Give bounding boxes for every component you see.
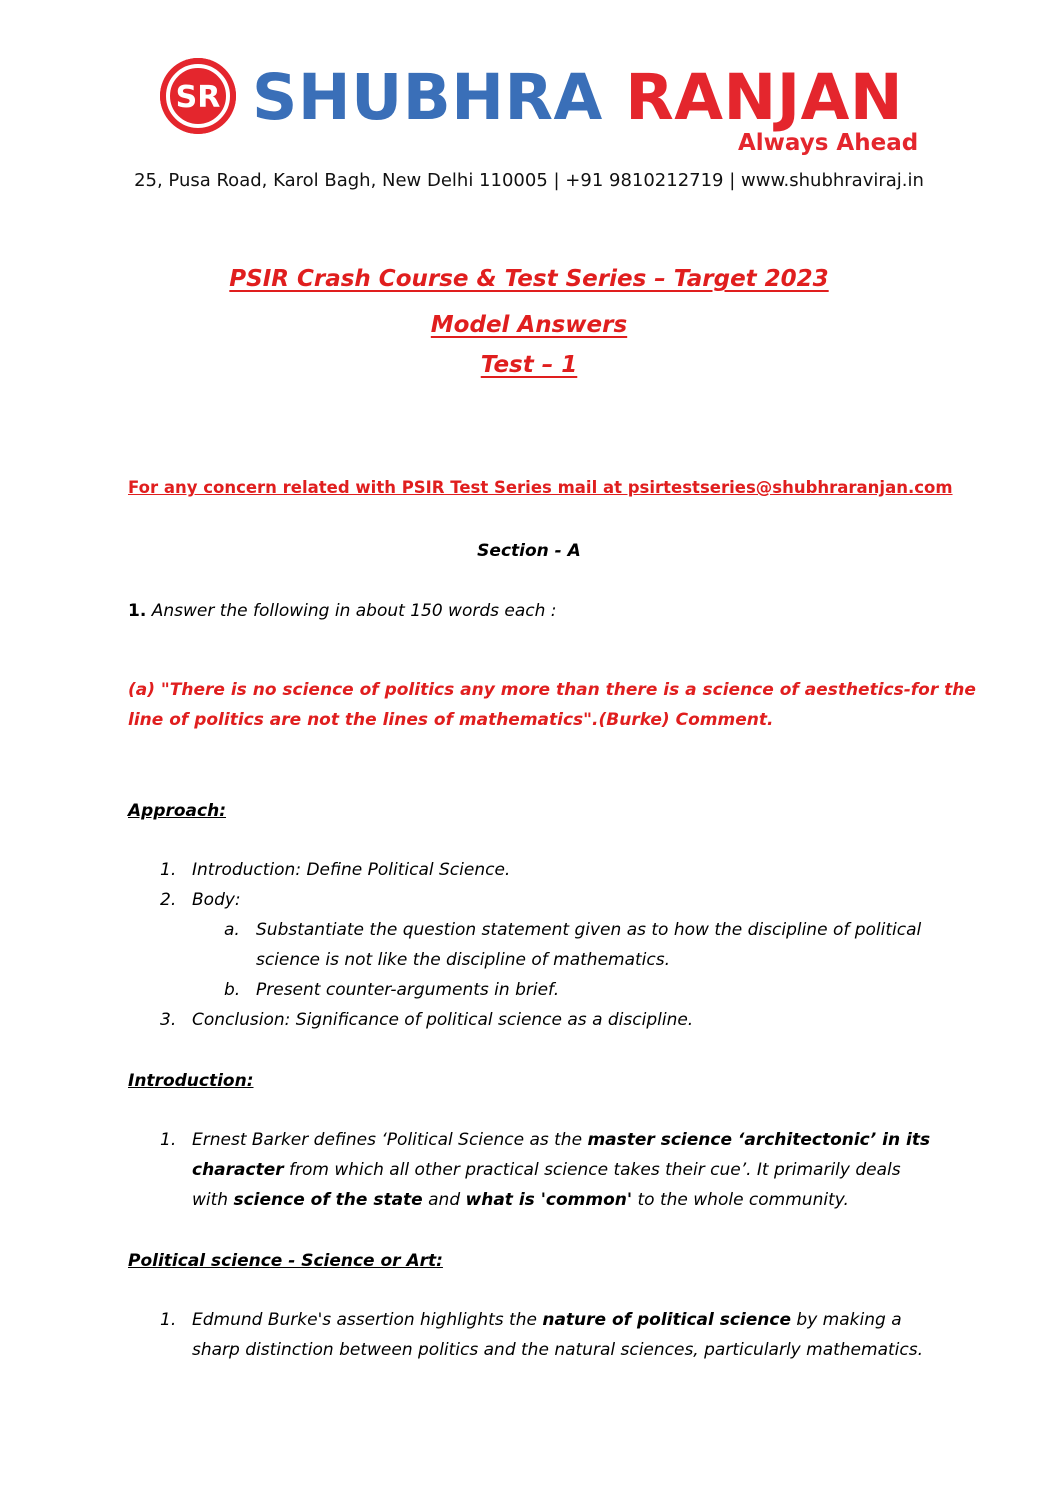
approach-subitem-text (256, 915, 921, 975)
political-science-heading: Political science - Science or Art: (128, 1251, 443, 1271)
approach-subitem-letter: b. (224, 980, 241, 1000)
approach-heading: Approach: (128, 801, 227, 821)
intro-text-part: Ernest Barker defines ‘Political Science as the (192, 1130, 588, 1150)
approach-subitem-line-2: science is not like the discipline of mathematics. (256, 950, 671, 970)
polsci-text-part: Edmund Burke's assertion highlights the (192, 1310, 543, 1330)
polsci-bold-part: nature of political science (542, 1310, 792, 1330)
political-science-item (160, 1305, 923, 1365)
approach-item (160, 885, 241, 915)
test-title: Test – 1 (480, 352, 578, 378)
introduction-item (160, 1125, 930, 1215)
question-instruction-text: Answer the following in about 150 words each : (146, 601, 557, 621)
contact-address: 25, Pusa Road, Karol Bagh, New Delhi 110005 | +91 9810212719 | www.shubhraviraj.in (134, 170, 924, 191)
approach-subitem-text: Present counter-arguments in brief. (256, 980, 560, 1000)
question-number: 1. (128, 601, 147, 621)
approach-subitem-letter: a. (224, 920, 240, 940)
approach-item (160, 855, 510, 885)
introduction-heading: Introduction: (128, 1071, 254, 1091)
approach-item-text: Introduction: Define Political Science. (192, 860, 511, 880)
intro-bold-part: character (192, 1160, 284, 1180)
polsci-text-part: by making a (791, 1310, 902, 1330)
contact-notice: For any concern related with PSIR Test Series mail at psirtestseries@shubhraranjan.com (128, 478, 953, 497)
brand-first: SHUBHRA (252, 61, 603, 134)
section-label: Section - A (477, 541, 581, 561)
brand-name (252, 58, 903, 138)
brand-second: RANJAN (625, 61, 904, 134)
approach-item (160, 1005, 693, 1035)
question-statement (128, 675, 976, 735)
brand-tagline: Always Ahead (738, 130, 919, 156)
intro-text-part: to the whole community. (632, 1190, 849, 1210)
polsci-text-part: sharp distinction between politics and the natural sciences, particularly mathematics. (192, 1340, 923, 1360)
intro-text-part: with (192, 1190, 234, 1210)
shubhra-ranjan-logo-icon (160, 58, 236, 134)
introduction-item-text (192, 1125, 930, 1215)
approach-item-number: 1. (160, 860, 177, 880)
introduction-item-number: 1. (160, 1130, 177, 1150)
course-title: PSIR Crash Course & Test Series – Target 2023 (229, 266, 829, 292)
intro-text-part: and (422, 1190, 466, 1210)
question-line-2: line of politics are not the lines of mathematics".(Burke) Comment. (128, 710, 774, 730)
intro-bold-part: science of the state (233, 1190, 423, 1210)
logo-letters: SR (175, 80, 221, 115)
intro-bold-part: what is 'common' (465, 1190, 633, 1210)
approach-item-number: 2. (160, 890, 177, 910)
question-instruction (128, 596, 557, 626)
political-science-item-number: 1. (160, 1310, 177, 1330)
approach-item-text: Body: (192, 890, 241, 910)
political-science-item-text (192, 1305, 923, 1365)
approach-item-number: 3. (160, 1010, 177, 1030)
intro-bold-part: master science ‘architectonic’ in its (587, 1130, 931, 1150)
approach-subitem-line-1: Substantiate the question statement given as to how the discipline of political (256, 920, 922, 940)
approach-item-text: Conclusion: Significance of political science as a discipline. (192, 1010, 694, 1030)
approach-subitem (224, 975, 559, 1005)
question-line-1: (a) "There is no science of politics any more than there is a science of aesthetics-for the (128, 680, 976, 700)
approach-subitem (224, 915, 921, 975)
intro-text-part: from which all other practical science takes their cue’. It primarily deals (283, 1160, 901, 1180)
model-answers-title: Model Answers (430, 312, 628, 338)
